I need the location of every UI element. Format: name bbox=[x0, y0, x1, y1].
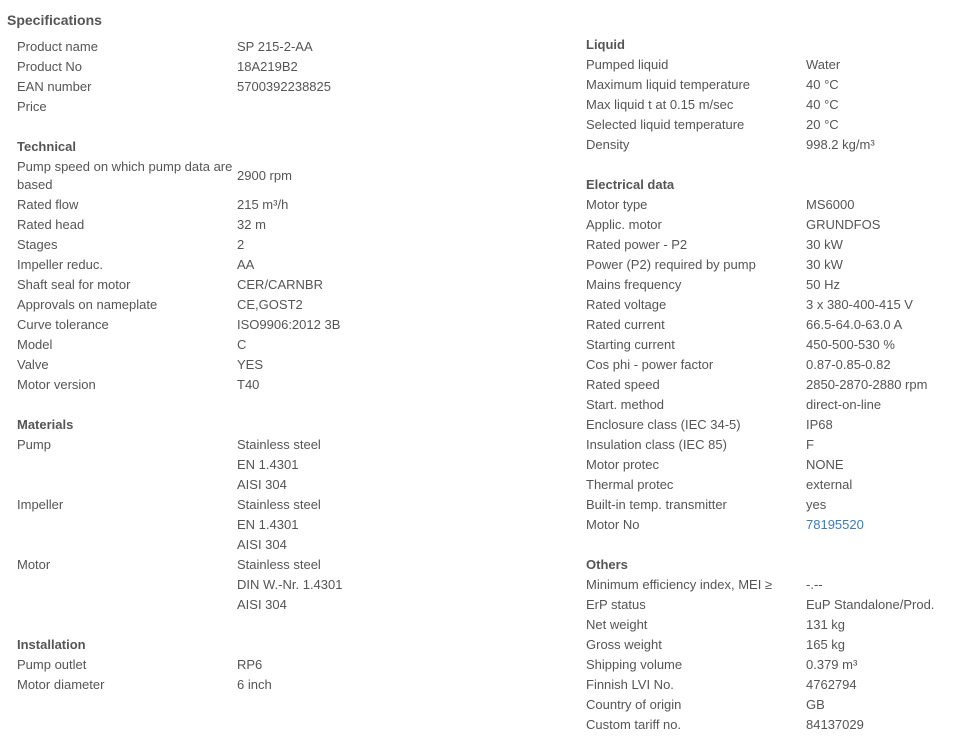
spec-row bbox=[586, 615, 961, 635]
spec-label: Rated head bbox=[17, 217, 85, 232]
spec-row bbox=[586, 695, 961, 715]
spec-value: 40 °C bbox=[806, 77, 839, 92]
material-label: Motor bbox=[17, 557, 51, 572]
materials-title: Materials bbox=[17, 417, 74, 432]
motor-no-link[interactable]: 78195520 bbox=[806, 517, 864, 532]
spec-value: 131 kg bbox=[806, 617, 846, 632]
spec-row bbox=[586, 495, 961, 515]
spec-label: Start. method bbox=[586, 397, 665, 412]
spec-value: 30 kW bbox=[806, 257, 843, 272]
spec-label: Net weight bbox=[586, 617, 648, 632]
spec-label: Pump speed on which pump data are based bbox=[17, 159, 233, 192]
spec-row bbox=[17, 235, 567, 255]
spec-value: RP6 bbox=[237, 657, 263, 672]
spec-row bbox=[586, 675, 961, 695]
spec-label: Maximum liquid temperature bbox=[586, 77, 751, 92]
spec-row bbox=[586, 95, 961, 115]
spec-label: Price bbox=[17, 99, 47, 114]
spec-value: 2850-2870-2880 rpm bbox=[806, 377, 928, 392]
spec-label: Shaft seal for motor bbox=[17, 277, 131, 292]
spec-value: 450-500-530 % bbox=[806, 337, 895, 352]
spec-value: 5700392238825 bbox=[237, 79, 331, 94]
spec-row bbox=[586, 475, 961, 495]
liquid-title: Liquid bbox=[586, 37, 625, 52]
spec-value: C bbox=[237, 337, 247, 352]
spec-row bbox=[17, 675, 567, 695]
technical-title: Technical bbox=[17, 139, 77, 154]
spec-value: 50 Hz bbox=[806, 277, 840, 292]
spec-row bbox=[17, 315, 567, 335]
material-values bbox=[237, 435, 567, 495]
spec-value: GRUNDFOS bbox=[806, 217, 881, 232]
spec-row-pump-speed bbox=[17, 157, 567, 195]
installation-title: Installation bbox=[17, 637, 86, 652]
spec-value: 32 m bbox=[237, 217, 266, 232]
spec-value: 2900 rpm bbox=[237, 168, 292, 183]
spec-label: Pumped liquid bbox=[586, 57, 669, 72]
spec-row bbox=[586, 575, 961, 595]
spec-row bbox=[586, 355, 961, 375]
material-values bbox=[237, 495, 567, 555]
spec-row bbox=[586, 635, 961, 655]
others-title: Others bbox=[586, 557, 628, 572]
spec-label: Pump outlet bbox=[17, 657, 87, 672]
spec-value: AA bbox=[237, 257, 255, 272]
spec-row bbox=[17, 97, 567, 117]
spec-label: Finnish LVI No. bbox=[586, 677, 674, 692]
spec-value: CE,GOST2 bbox=[237, 297, 303, 312]
spec-label: Gross weight bbox=[586, 637, 662, 652]
spec-row bbox=[586, 395, 961, 415]
spec-label: Thermal protec bbox=[586, 477, 674, 492]
spec-row bbox=[586, 75, 961, 95]
spec-row bbox=[586, 415, 961, 435]
general-section bbox=[17, 37, 567, 117]
spec-label: Shipping volume bbox=[586, 657, 683, 672]
spec-row bbox=[17, 295, 567, 315]
page-title: Specifications bbox=[7, 12, 102, 28]
spec-label: Motor No bbox=[586, 517, 640, 532]
material-value: AISI 304 bbox=[237, 477, 287, 492]
spec-value: YES bbox=[237, 357, 264, 372]
spec-value: 6 inch bbox=[237, 677, 272, 692]
spec-value: MS6000 bbox=[806, 197, 855, 212]
spec-label: Motor type bbox=[586, 197, 648, 212]
material-row-impeller bbox=[17, 495, 567, 555]
spec-label: Country of origin bbox=[586, 697, 682, 712]
spec-value: yes bbox=[806, 497, 827, 512]
materials-section bbox=[17, 415, 567, 615]
spec-label: Valve bbox=[17, 357, 49, 372]
spec-row bbox=[586, 295, 961, 315]
spec-value: IP68 bbox=[806, 417, 833, 432]
spec-label: Selected liquid temperature bbox=[586, 117, 745, 132]
liquid-section bbox=[586, 35, 961, 155]
spec-label: ErP status bbox=[586, 597, 646, 612]
material-values bbox=[237, 555, 567, 615]
spec-row bbox=[586, 55, 961, 75]
spec-row bbox=[586, 255, 961, 275]
spec-label: EAN number bbox=[17, 79, 92, 94]
spec-value: SP 215-2-AA bbox=[237, 39, 313, 54]
spec-label: Custom tariff no. bbox=[586, 717, 682, 732]
spec-row bbox=[586, 455, 961, 475]
spec-row bbox=[17, 655, 567, 675]
spec-row bbox=[17, 195, 567, 215]
spec-value: -.-- bbox=[806, 577, 823, 592]
material-value: Stainless steel bbox=[237, 497, 321, 512]
spec-row bbox=[17, 57, 567, 77]
spec-label: Mains frequency bbox=[586, 277, 682, 292]
spec-label: Starting current bbox=[586, 337, 675, 352]
electrical-section bbox=[586, 175, 961, 535]
spec-row bbox=[586, 375, 961, 395]
spec-label: Stages bbox=[17, 237, 58, 252]
spec-label: Applic. motor bbox=[586, 217, 662, 232]
spec-row bbox=[586, 595, 961, 615]
material-value: AISI 304 bbox=[237, 597, 287, 612]
spec-label: Minimum efficiency index, MEI ≥ bbox=[586, 577, 773, 592]
spec-label: Rated speed bbox=[586, 377, 660, 392]
spec-row bbox=[17, 375, 567, 395]
spec-value: external bbox=[806, 477, 853, 492]
spec-value: CER/CARNBR bbox=[237, 277, 323, 292]
spec-row bbox=[586, 135, 961, 155]
material-row-motor bbox=[17, 555, 567, 615]
spec-value: 2 bbox=[237, 237, 245, 252]
spec-value: EuP Standalone/Prod. bbox=[806, 597, 935, 612]
spec-value: 3 x 380-400-415 V bbox=[806, 297, 913, 312]
spec-value: 66.5-64.0-63.0 A bbox=[806, 317, 903, 332]
spec-label: Rated power - P2 bbox=[586, 237, 688, 252]
spec-label: Power (P2) required by pump bbox=[586, 257, 756, 272]
spec-label: Cos phi - power factor bbox=[586, 357, 714, 372]
spec-value: direct-on-line bbox=[806, 397, 882, 412]
spec-row bbox=[17, 255, 567, 275]
spec-value: ISO9906:2012 3B bbox=[237, 317, 341, 332]
spec-label: Curve tolerance bbox=[17, 317, 109, 332]
spec-row bbox=[586, 655, 961, 675]
material-value: Stainless steel bbox=[237, 437, 321, 452]
spec-label: Max liquid t at 0.15 m/sec bbox=[586, 97, 734, 112]
material-value: AISI 304 bbox=[237, 537, 287, 552]
spec-label: Rated current bbox=[586, 317, 665, 332]
spec-label: Rated flow bbox=[17, 197, 79, 212]
spec-value: NONE bbox=[806, 457, 844, 472]
spec-row bbox=[586, 335, 961, 355]
spec-value: 40 °C bbox=[806, 97, 839, 112]
spec-value: T40 bbox=[237, 377, 260, 392]
spec-label: Insulation class (IEC 85) bbox=[586, 437, 727, 452]
spec-row bbox=[17, 37, 567, 57]
spec-value bbox=[806, 516, 961, 534]
spec-label: Approvals on nameplate bbox=[17, 297, 158, 312]
spec-row bbox=[586, 215, 961, 235]
spec-label: Product No bbox=[17, 59, 83, 74]
spec-label: Impeller reduc. bbox=[17, 257, 103, 272]
spec-row bbox=[586, 195, 961, 215]
spec-row bbox=[586, 275, 961, 295]
spec-value: F bbox=[806, 437, 814, 452]
technical-section bbox=[17, 137, 567, 395]
others-section bbox=[586, 555, 961, 735]
spec-value: 30 kW bbox=[806, 237, 843, 252]
spec-row bbox=[17, 335, 567, 355]
material-value: EN 1.4301 bbox=[237, 517, 299, 532]
spec-row bbox=[17, 275, 567, 295]
spec-row bbox=[586, 435, 961, 455]
material-value: DIN W.-Nr. 1.4301 bbox=[237, 577, 343, 592]
material-label: Pump bbox=[17, 437, 51, 452]
spec-value: GB bbox=[806, 697, 825, 712]
material-label: Impeller bbox=[17, 497, 64, 512]
material-value: Stainless steel bbox=[237, 557, 321, 572]
spec-value: 18A219B2 bbox=[237, 59, 298, 74]
electrical-title: Electrical data bbox=[586, 177, 675, 192]
installation-section bbox=[17, 635, 567, 695]
spec-value: 215 m³/h bbox=[237, 197, 289, 212]
spec-label: Enclosure class (IEC 34-5) bbox=[586, 417, 741, 432]
spec-label: Rated voltage bbox=[586, 297, 667, 312]
material-value: EN 1.4301 bbox=[237, 457, 299, 472]
spec-value: Water bbox=[806, 57, 841, 72]
spec-label: Density bbox=[586, 137, 630, 152]
spec-label: Motor diameter bbox=[17, 677, 105, 692]
spec-value: 20 °C bbox=[806, 117, 839, 132]
spec-value: 4762794 bbox=[806, 677, 857, 692]
spec-row bbox=[586, 715, 961, 735]
spec-label: Model bbox=[17, 337, 53, 352]
spec-label: Built-in temp. transmitter bbox=[586, 497, 727, 512]
material-row-pump bbox=[17, 435, 567, 495]
spec-row bbox=[17, 215, 567, 235]
spec-row-motor-no bbox=[586, 515, 961, 535]
spec-value: 165 kg bbox=[806, 637, 846, 652]
spec-value: 0.379 m³ bbox=[806, 657, 858, 672]
spec-row bbox=[586, 115, 961, 135]
spec-value: 998.2 kg/m³ bbox=[806, 137, 875, 152]
spec-value: 0.87-0.85-0.82 bbox=[806, 357, 891, 372]
spec-row bbox=[586, 235, 961, 255]
spec-row bbox=[17, 355, 567, 375]
spec-row bbox=[17, 77, 567, 97]
spec-value: 84137029 bbox=[806, 717, 864, 732]
spec-label: Motor version bbox=[17, 377, 96, 392]
spec-row bbox=[586, 315, 961, 335]
spec-label: Motor protec bbox=[586, 457, 659, 472]
spec-label: Product name bbox=[17, 39, 98, 54]
